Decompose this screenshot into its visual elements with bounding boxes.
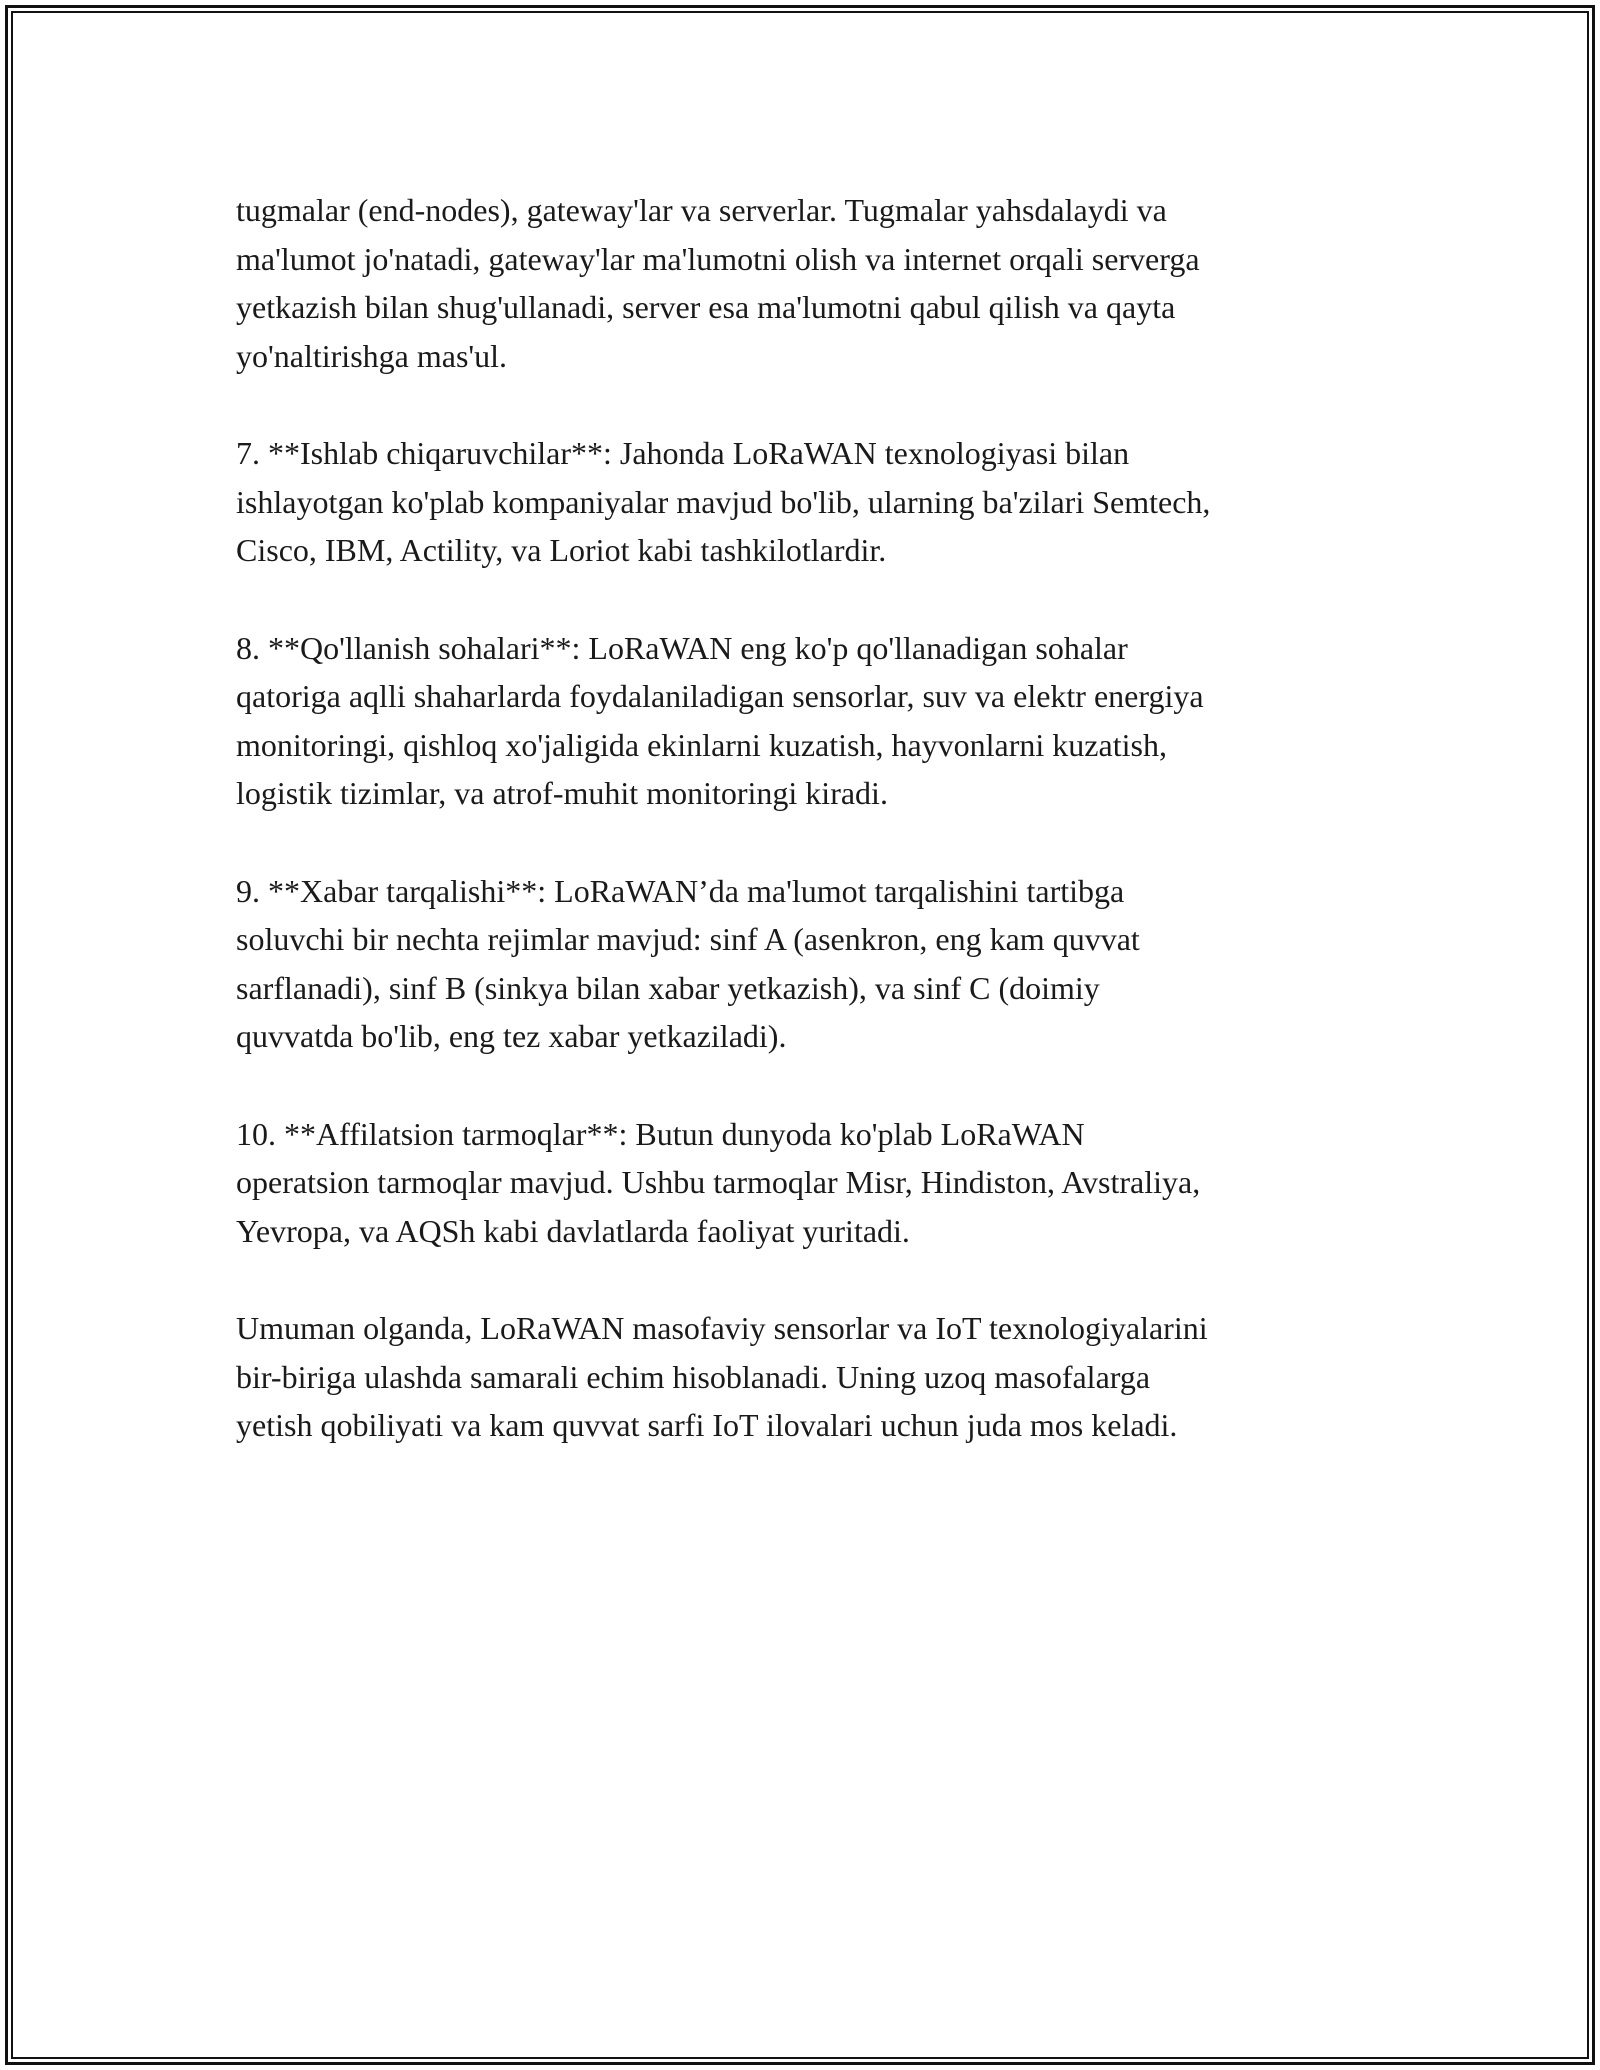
paragraph-network-components: tugmalar (end-nodes), gateway'lar va serverlar. Tugmalar yahsdalaydi va ma'lumot jo'natadi, gateway'lar ma'lumotni olish va internet orqali serverga yetkazish bilan shug'ullanadi, server esa ma'lumotni qabul qilish va qayta yo'naltirishga mas'ul.: [236, 192, 1200, 374]
paragraph-manufacturers: 7. **Ishlab chiqaruvchilar**: Jahonda LoRaWAN texnologiyasi bilan ishlayotgan ko'plab kompaniyalar mavjud bo'lib, ularning ba'zilari Semtech, Cisco, IBM, Actility, va Loriot kabi tashkilotlardir.: [236, 435, 1211, 568]
paragraph-message-propagation: 9. **Xabar tarqalishi**: LoRaWAN’da ma'lumot tarqalishini tartibga soluvchi bir nechta rejimlar mavjud: sinf A (asenkron, eng kam quvvat sarflanadi), sinf B (sinkya bilan xabar yetkazish), va sinf C (doimiy quvvatda bo'lib, eng tez xabar yetkaziladi).: [236, 872, 1140, 1054]
paragraph-affiliated-networks: 10. **Affilatsion tarmoqlar**: Butun dunyoda ko'plab LoRaWAN operatsion tarmoqlar mavjud. Ushbu tarmoqlar Misr, Hindiston, Avstraliya, Yevropa, va AQSh kabi davlatlarda faoliyat yuritadi.: [236, 1115, 1201, 1249]
paragraph-application-areas: 8. **Qo'llanish sohalari**: LoRaWAN eng ko'p qo'llanadigan sohalar qatoriga aqlli shaharlarda foydalaniladigan sensorlar, suv va elektr energiya monitoringi, qishloq xo'jaligida ekinlarni kuzatish, hayvonlarni kuzatish, logistik tizimlar, va atrof-muhit monitoringi kiradi.: [236, 629, 1204, 811]
document-body: [236, 186, 1386, 1499]
paragraph-conclusion: Umuman olganda, LoRaWAN masofaviy sensorlar va IoT texnologiyalarini bir-biriga ulashda samarali echim hisoblanadi. Uning uzoq masofalarga yetish qobiliyati va kam quvvat sarfi IoT ilovalari uchun juda mos keladi.: [236, 1310, 1208, 1443]
